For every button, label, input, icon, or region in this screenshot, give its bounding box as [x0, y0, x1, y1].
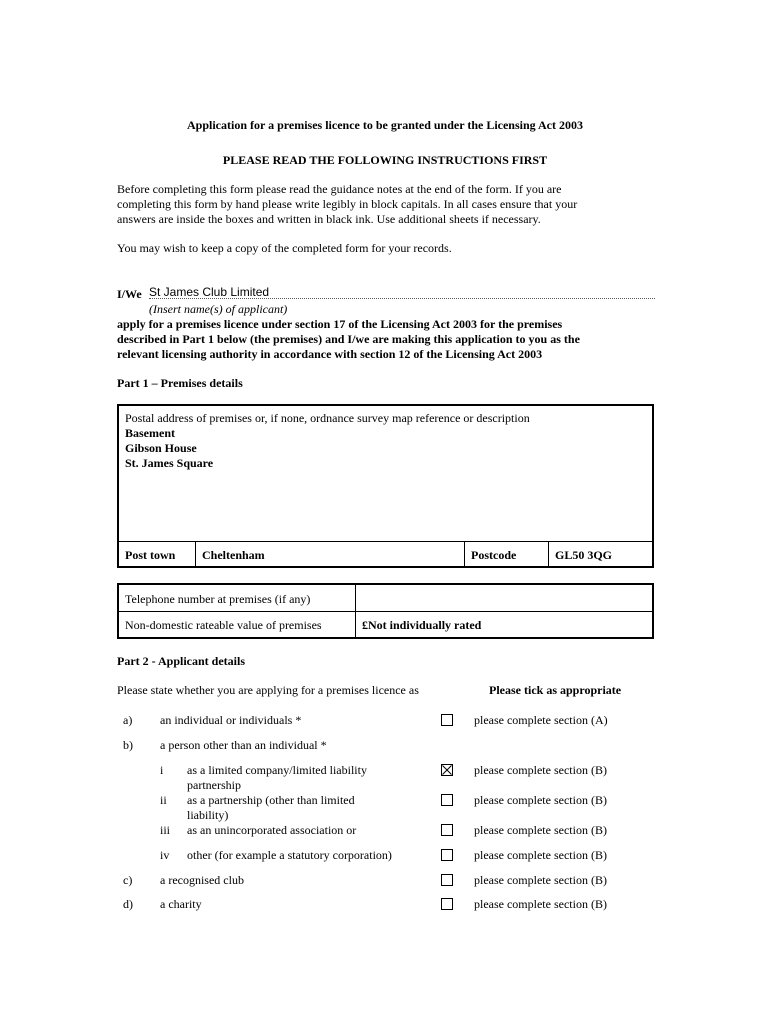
option-b-iii-section: please complete section (B): [474, 823, 607, 837]
option-b-iv-numeral: iv: [160, 848, 170, 862]
post-town-label: Post town: [125, 548, 176, 562]
option-d-section: please complete section (B): [474, 897, 607, 911]
option-a-text: an individual or individuals *: [160, 713, 302, 727]
address-line-3[interactable]: St. James Square: [125, 456, 214, 470]
instructions-heading: PLEASE READ THE FOLLOWING INSTRUCTIONS FIRST: [222, 153, 548, 167]
option-b-letter: b): [123, 738, 133, 752]
post-town-field[interactable]: Cheltenham: [202, 548, 265, 562]
applicant-prefix: I/We: [117, 287, 142, 301]
checked-cross-icon: [442, 765, 452, 775]
rateable-value-label: Non-domestic rateable value of premises: [125, 618, 322, 632]
telephone-label: Telephone number at premises (if any): [125, 592, 311, 606]
option-b-i-text-line-2: partnership: [187, 778, 241, 792]
part1-heading: Part 1 – Premises details: [117, 376, 243, 390]
option-b-iii-text: as an unincorporated association or: [187, 823, 357, 837]
option-b-i-numeral: i: [160, 763, 164, 777]
option-b-ii-checkbox[interactable]: [441, 794, 453, 806]
post-town-divider: [195, 541, 196, 566]
postcode-label: Postcode: [471, 548, 517, 562]
statement-line-3: relevant licensing authority in accordance with section 12 of the Licensing Act 2003: [117, 347, 543, 361]
option-c-text: a recognised club: [160, 873, 244, 887]
address-line-1[interactable]: Basement: [125, 426, 175, 440]
intro-paragraph: [117, 182, 657, 227]
address-line-2[interactable]: Gibson House: [125, 441, 197, 455]
applicant-name-underline: [149, 298, 655, 299]
statement-line-1: apply for a premises licence under section 17 of the Licensing Act 2003 for the premises: [117, 317, 563, 331]
address-label: Postal address of premises or, if none, ordnance survey map reference or description: [125, 411, 530, 425]
option-b-ii-text-line-2: liability): [187, 808, 229, 822]
tick-heading: Please tick as appropriate: [489, 683, 622, 697]
option-b-text: a person other than an individual *: [160, 738, 327, 752]
form-title: Application for a premises licence to be granted under the Licensing Act 2003: [187, 118, 583, 132]
option-b-iii-numeral: iii: [160, 823, 171, 837]
contact-row-divider: [119, 611, 652, 612]
option-b-iv-checkbox[interactable]: [441, 849, 453, 861]
option-c-checkbox[interactable]: [441, 874, 453, 886]
option-d-text: a charity: [160, 897, 202, 911]
premises-address-box: [117, 404, 654, 568]
statement-line-2: described in Part 1 below (the premises) and I/we are making this application to you as the: [117, 332, 580, 346]
option-b-i-section: please complete section (B): [474, 763, 607, 777]
option-b-iv-text: other (for example a statutory corporation): [187, 848, 392, 862]
option-b-ii-text-line-1: as a partnership (other than limited: [187, 793, 355, 807]
option-b-ii-section: please complete section (B): [474, 793, 607, 807]
option-c-section: please complete section (B): [474, 873, 607, 887]
option-a-letter: a): [123, 713, 133, 727]
rateable-value-field[interactable]: £Not individually rated: [362, 618, 482, 632]
postcode-field[interactable]: GL50 3QG: [555, 548, 613, 562]
intro-line-2: completing this form by hand please write legibly in block capitals. In all cases ensure that your: [117, 197, 578, 211]
option-a-checkbox[interactable]: [441, 714, 453, 726]
option-b-iii-checkbox[interactable]: [441, 824, 453, 836]
address-divider: [119, 541, 652, 542]
option-d-checkbox[interactable]: [441, 898, 453, 910]
option-b-ii-numeral: ii: [160, 793, 167, 807]
part2-prompt: Please state whether you are applying for a premises licence as: [117, 683, 419, 697]
option-a-section: please complete section (A): [474, 713, 608, 727]
copy-note: You may wish to keep a copy of the completed form for your records.: [117, 241, 452, 255]
option-d-letter: d): [123, 897, 133, 911]
applicant-statement: [117, 317, 657, 362]
postcode-value-divider: [548, 541, 549, 566]
contact-column-divider: [355, 585, 356, 637]
applicant-name-field[interactable]: St James Club Limited: [149, 285, 270, 299]
option-b-i-checkbox[interactable]: [441, 764, 453, 776]
part2-heading: Part 2 - Applicant details: [117, 654, 245, 668]
option-b-i-text: [187, 763, 367, 793]
option-b-iv-section: please complete section (B): [474, 848, 607, 862]
intro-line-1: Before completing this form please read the guidance notes at the end of the form. If you are: [117, 182, 562, 196]
intro-line-3: answers are inside the boxes and written in black ink. Use additional sheets if necessary.: [117, 212, 541, 226]
option-c-letter: c): [123, 873, 133, 887]
option-b-i-text-line-1: as a limited company/limited liability: [187, 763, 367, 777]
applicant-name-hint: (Insert name(s) of applicant): [149, 302, 288, 316]
option-b-ii-text: [187, 793, 355, 823]
postcode-label-divider: [464, 541, 465, 566]
premises-contact-box: [117, 583, 654, 639]
